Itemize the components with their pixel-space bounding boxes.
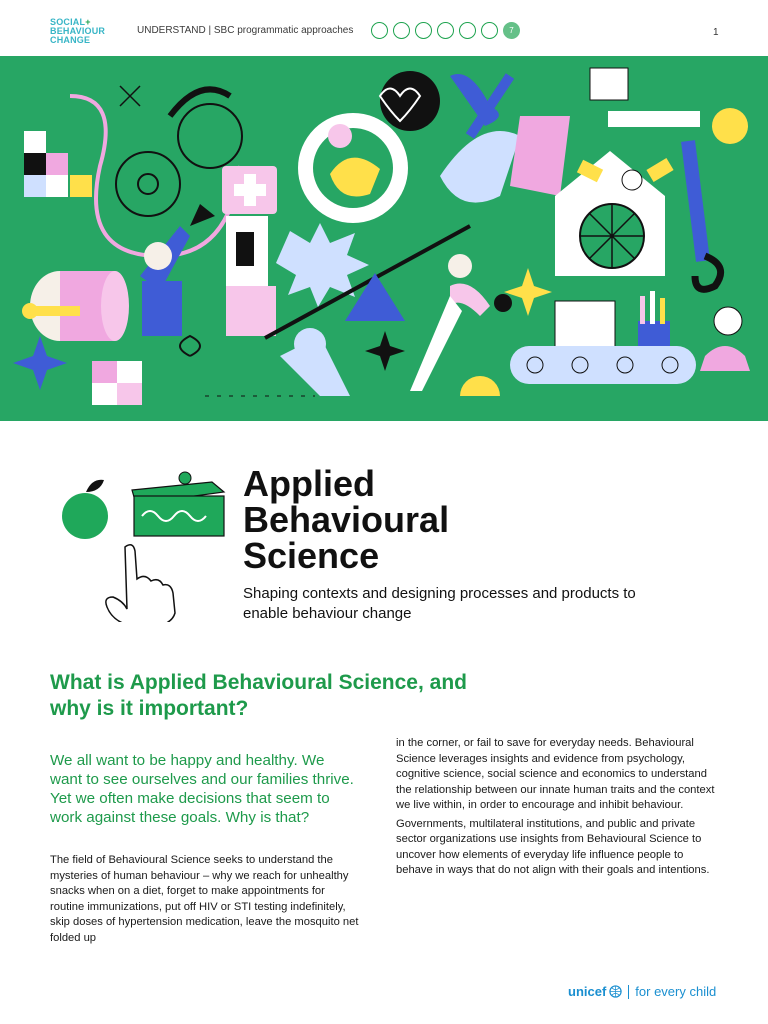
apple-icon bbox=[62, 480, 108, 539]
cake-icon bbox=[132, 472, 224, 536]
roller-icon bbox=[22, 271, 129, 341]
progress-dot bbox=[393, 22, 410, 39]
hero-art bbox=[0, 56, 768, 421]
progress-dot bbox=[371, 22, 388, 39]
house-icon bbox=[555, 151, 670, 276]
cross-mark bbox=[120, 86, 140, 106]
body-text-left: The field of Behavioural Science seeks to understand the mysteries of human behaviour – why we reach for unhealthy snacks when on a diet, forget to make appointments for routine immunizations, put off HIV or STI testing indefinitely, skip doses of hypertension medication, leave the mosquito net folded up bbox=[50, 854, 359, 944]
bulb-icon bbox=[712, 108, 748, 144]
progress-dot-active: 7 bbox=[503, 22, 520, 39]
pink-figure-icon bbox=[700, 346, 750, 371]
unicef-tagline: for every child bbox=[635, 984, 717, 999]
title-illustration bbox=[50, 462, 230, 622]
page-title bbox=[243, 463, 543, 576]
body-text-right bbox=[396, 736, 718, 882]
conveyor-belt bbox=[510, 346, 696, 384]
section-label: UNDERSTAND | SBC programmatic approaches bbox=[137, 25, 354, 36]
unicef-logo: unicef bbox=[568, 984, 607, 999]
progress-dot bbox=[481, 22, 498, 39]
brand-plus: + bbox=[85, 17, 91, 27]
lead-paragraph: We all want to be happy and healthy. We want to see ourselves and our families thrive. Yet we often make decisions that seem to work against these goals. Why is that? bbox=[50, 752, 354, 826]
sbc-logo bbox=[50, 18, 105, 45]
first-aid-icon bbox=[222, 166, 277, 214]
page-header bbox=[0, 0, 768, 56]
body-paragraph: Governments, multilateral institutions, and public and private sector organizations use insights from Behavioural Science to uncover how elements of everyday life influence people to behave in ways that do not align with their goals and intentions. bbox=[396, 817, 710, 876]
progress-dot bbox=[437, 22, 454, 39]
arrow-icon bbox=[170, 89, 230, 116]
section-heading: What is Applied Behavioural Science, and why is it important? bbox=[50, 671, 467, 720]
pointing-hand-icon bbox=[106, 545, 175, 622]
triangle-icon bbox=[345, 273, 405, 321]
gear-icon bbox=[298, 113, 408, 223]
progress-dot bbox=[415, 22, 432, 39]
hero-illustration bbox=[0, 56, 768, 421]
pixel-blocks-icon bbox=[92, 361, 142, 405]
cog-icon bbox=[380, 71, 440, 131]
crouching-figure-icon bbox=[280, 328, 350, 396]
unicef-emblem-icon bbox=[609, 985, 622, 998]
blue-figure-icon bbox=[140, 226, 190, 336]
brand-line-3: CHANGE bbox=[50, 35, 91, 45]
page-subtitle: Shaping contexts and designing processes and products to enable behaviour change bbox=[243, 585, 636, 622]
ring-icon bbox=[116, 152, 180, 216]
person-figure-icon bbox=[226, 216, 276, 336]
reading-figure-icon bbox=[440, 76, 570, 203]
title-line-3: Science bbox=[243, 535, 380, 576]
star-icon bbox=[504, 268, 552, 316]
brand-line-1: SOCIAL bbox=[50, 17, 86, 27]
footer-separator bbox=[628, 985, 629, 999]
burst-icon bbox=[276, 223, 369, 307]
conveyor-top bbox=[608, 111, 700, 127]
woman-figure-icon bbox=[410, 254, 512, 396]
title-line-2: Behavioural bbox=[243, 499, 450, 540]
title-line-1: Applied bbox=[243, 463, 375, 504]
page-number: 1 bbox=[713, 27, 719, 38]
sparkle-icon bbox=[13, 336, 67, 390]
body-paragraph: in the corner, or fail to save for everyday needs. Behavioural Science leverages insights and evidence from psychology, cognitive science, social science and economics to understand the relationship between our innate human traits and the context we live within, in order to encourage and inhibit behaviour. bbox=[396, 737, 715, 811]
progress-dot bbox=[459, 22, 476, 39]
pixel-grid-icon bbox=[24, 131, 92, 197]
progress-indicator bbox=[371, 22, 520, 39]
book-icon bbox=[555, 301, 615, 349]
unicef-footer bbox=[568, 984, 716, 999]
brand-line-2: BEHAVIOUR bbox=[50, 26, 106, 36]
